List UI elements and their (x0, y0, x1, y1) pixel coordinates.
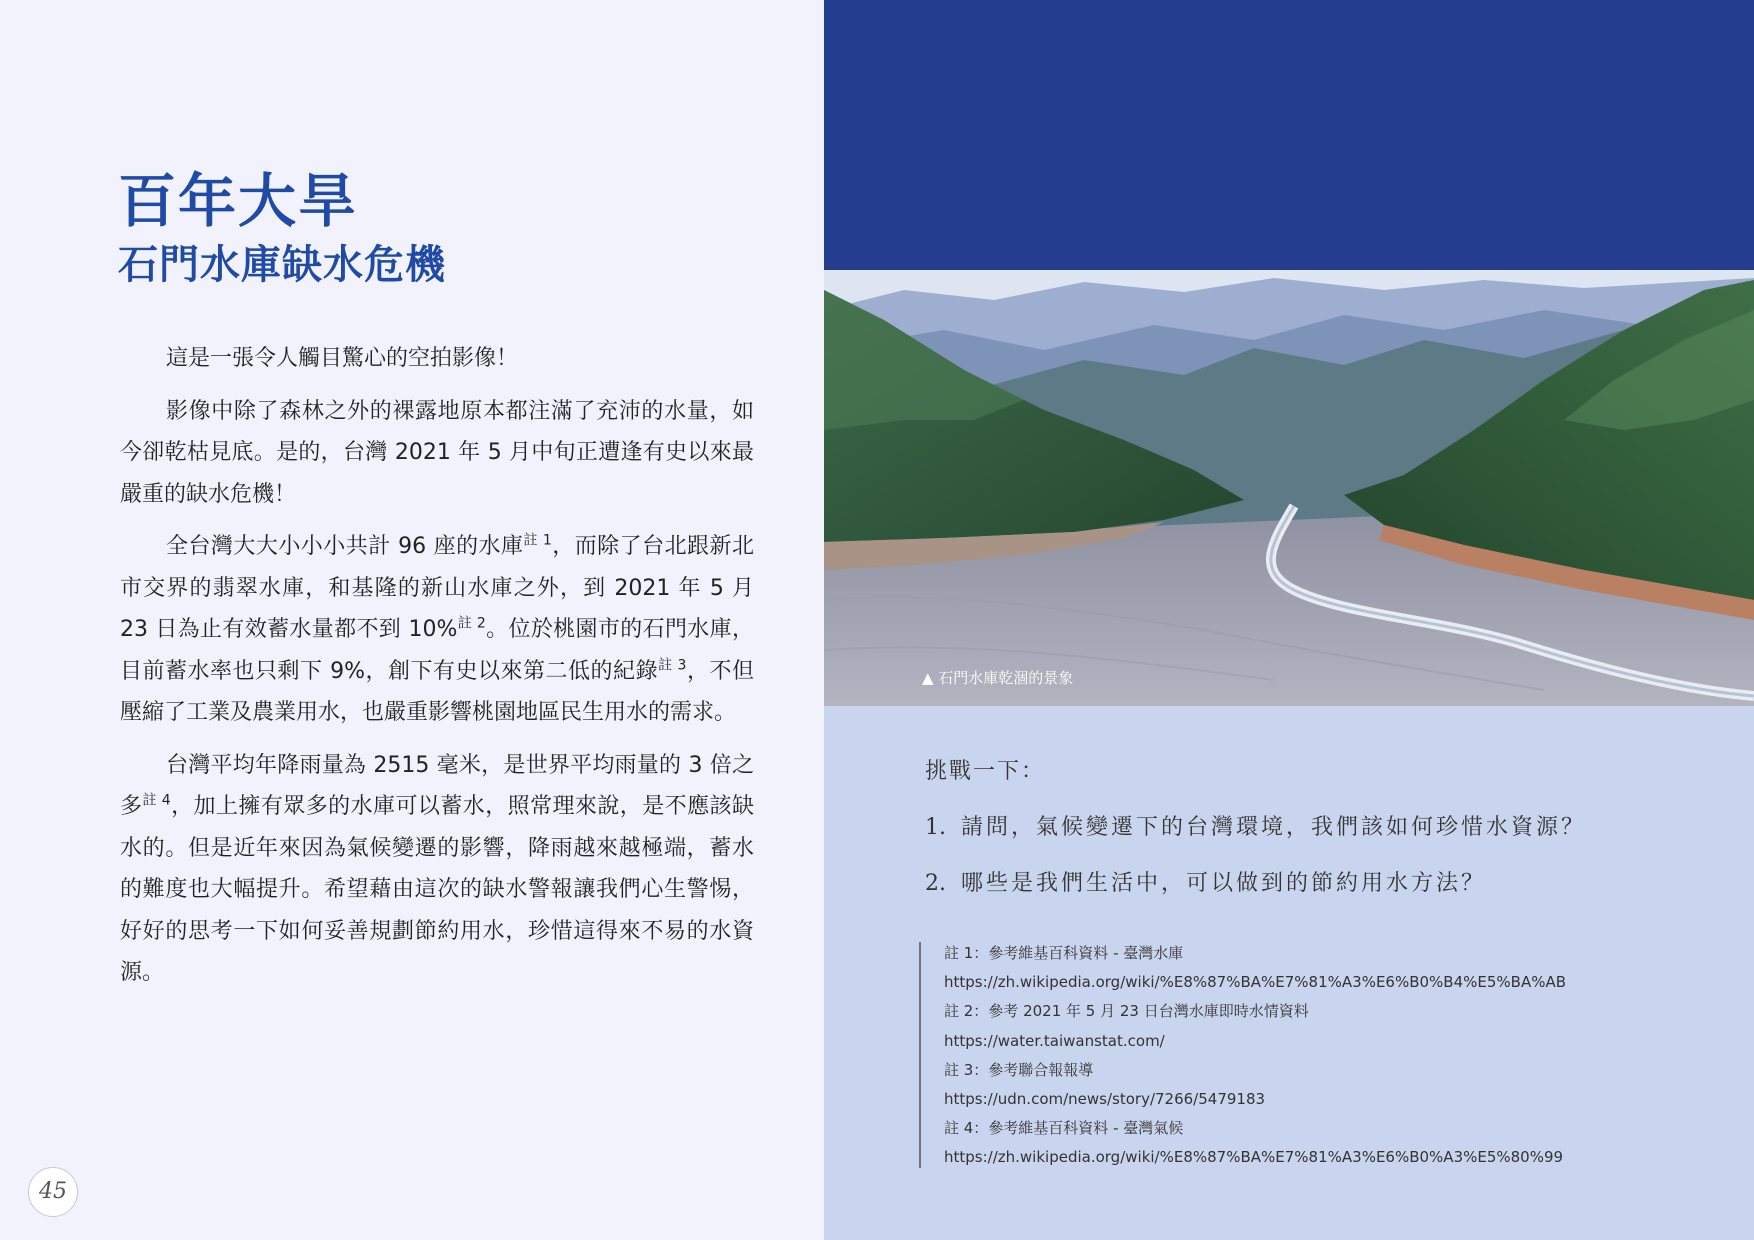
footnote-ref-1: 註 1 (523, 532, 552, 549)
header-band (824, 0, 1754, 270)
page-subtitle: 石門水庫缺水危機 (118, 242, 446, 288)
page-title: 百年大旱 (118, 167, 359, 235)
left-page (0, 0, 824, 1240)
reservoir-photo (824, 270, 1754, 706)
paragraph-1: 這是一張令人觸目驚心的空拍影像！ (166, 346, 519, 371)
paragraph-3: 全台灣大大小小小共計 96 座的水庫$^{註 1}$，而除了台北跟新北市交界的翡翠水庫，和基隆的新山水庫之外，到 2021 年 5 月 23 日為止有效蓄水量都不到 10%$^{註 2}$。位於桃園市的石門水庫，目前蓄水率也只剩下 9%，創下有史以來第二低的紀錄$^{註 3}$，不但壓縮了工業及農業用水，也嚴重影響桃園地區民生用水的需求。 (120, 532, 754, 725)
footnote-ref-3: 註 3 (658, 657, 687, 674)
page-number: 45 (28, 1167, 78, 1217)
notes-divider (919, 942, 921, 1168)
footnotes (944, 939, 1566, 1173)
reservoir-landscape-image (824, 270, 1754, 706)
paragraph-2: 影像中除了森林之外的裸露地原本都注滿了充沛的水量，如今卻乾枯見底。是的，台灣 2021 年 5 月中旬正遭逢有史以來最嚴重的缺水危機！ (120, 398, 754, 507)
paragraph-4: 台灣平均年降雨量為 2515 毫米，是世界平均雨量的 3 倍之多$^{註 4}$，加上擁有眾多的水庫可以蓄水，照常理來說，是不應該缺水的。但是近年來因為氣候變遷的影響，降雨越來越極端，蓄水的難度也大幅提升。希望藉由這次的缺水警報讓我們心生警惕，好好的思考一下如何妥善規劃節約用水，珍惜這得來不易的水資源。 (120, 752, 754, 985)
note-3-label: 註 3：參考聯合報報導 (944, 1060, 1094, 1079)
challenge-title: 挑戰一下： (925, 759, 1046, 784)
note-1-link[interactable]: https://zh.wikipedia.org/wiki/%E8%87%BA%E7%81%A3%E6%B0%B4%E5%BA%AB (944, 973, 1567, 992)
note-2-link[interactable]: https://water.taiwanstat.com/ (944, 1031, 1165, 1050)
note-3-link[interactable]: https://udn.com/news/story/7266/5479183 (944, 1090, 1266, 1109)
note-2-label: 註 2：參考 2021 年 5 月 23 日台灣水庫即時水情資料 (944, 1002, 1309, 1021)
footnote-ref-2: 註 2 (457, 615, 486, 632)
note-1-label: 註 1：參考維基百科資料 - 臺灣水庫 (944, 944, 1184, 962)
photo-caption: ▲ 石門水庫乾涸的景象 (922, 669, 1074, 687)
note-4-link[interactable]: https://zh.wikipedia.org/wiki/%E8%87%BA%E7%81%A3%E6%B0%A3%E5%80%99 (944, 1148, 1564, 1167)
note-4-label: 註 4：參考維基百科資料 - 臺灣氣候 (944, 1119, 1184, 1138)
article-body (120, 338, 754, 1005)
question-1: 1. 請問，氣候變遷下的台灣環境，我們該如何珍惜水資源？ (925, 815, 1587, 840)
footnote-ref-4: 註 4 (142, 792, 171, 809)
question-2: 2. 哪些是我們生活中，可以做到的節約用水方法？ (925, 871, 1487, 896)
